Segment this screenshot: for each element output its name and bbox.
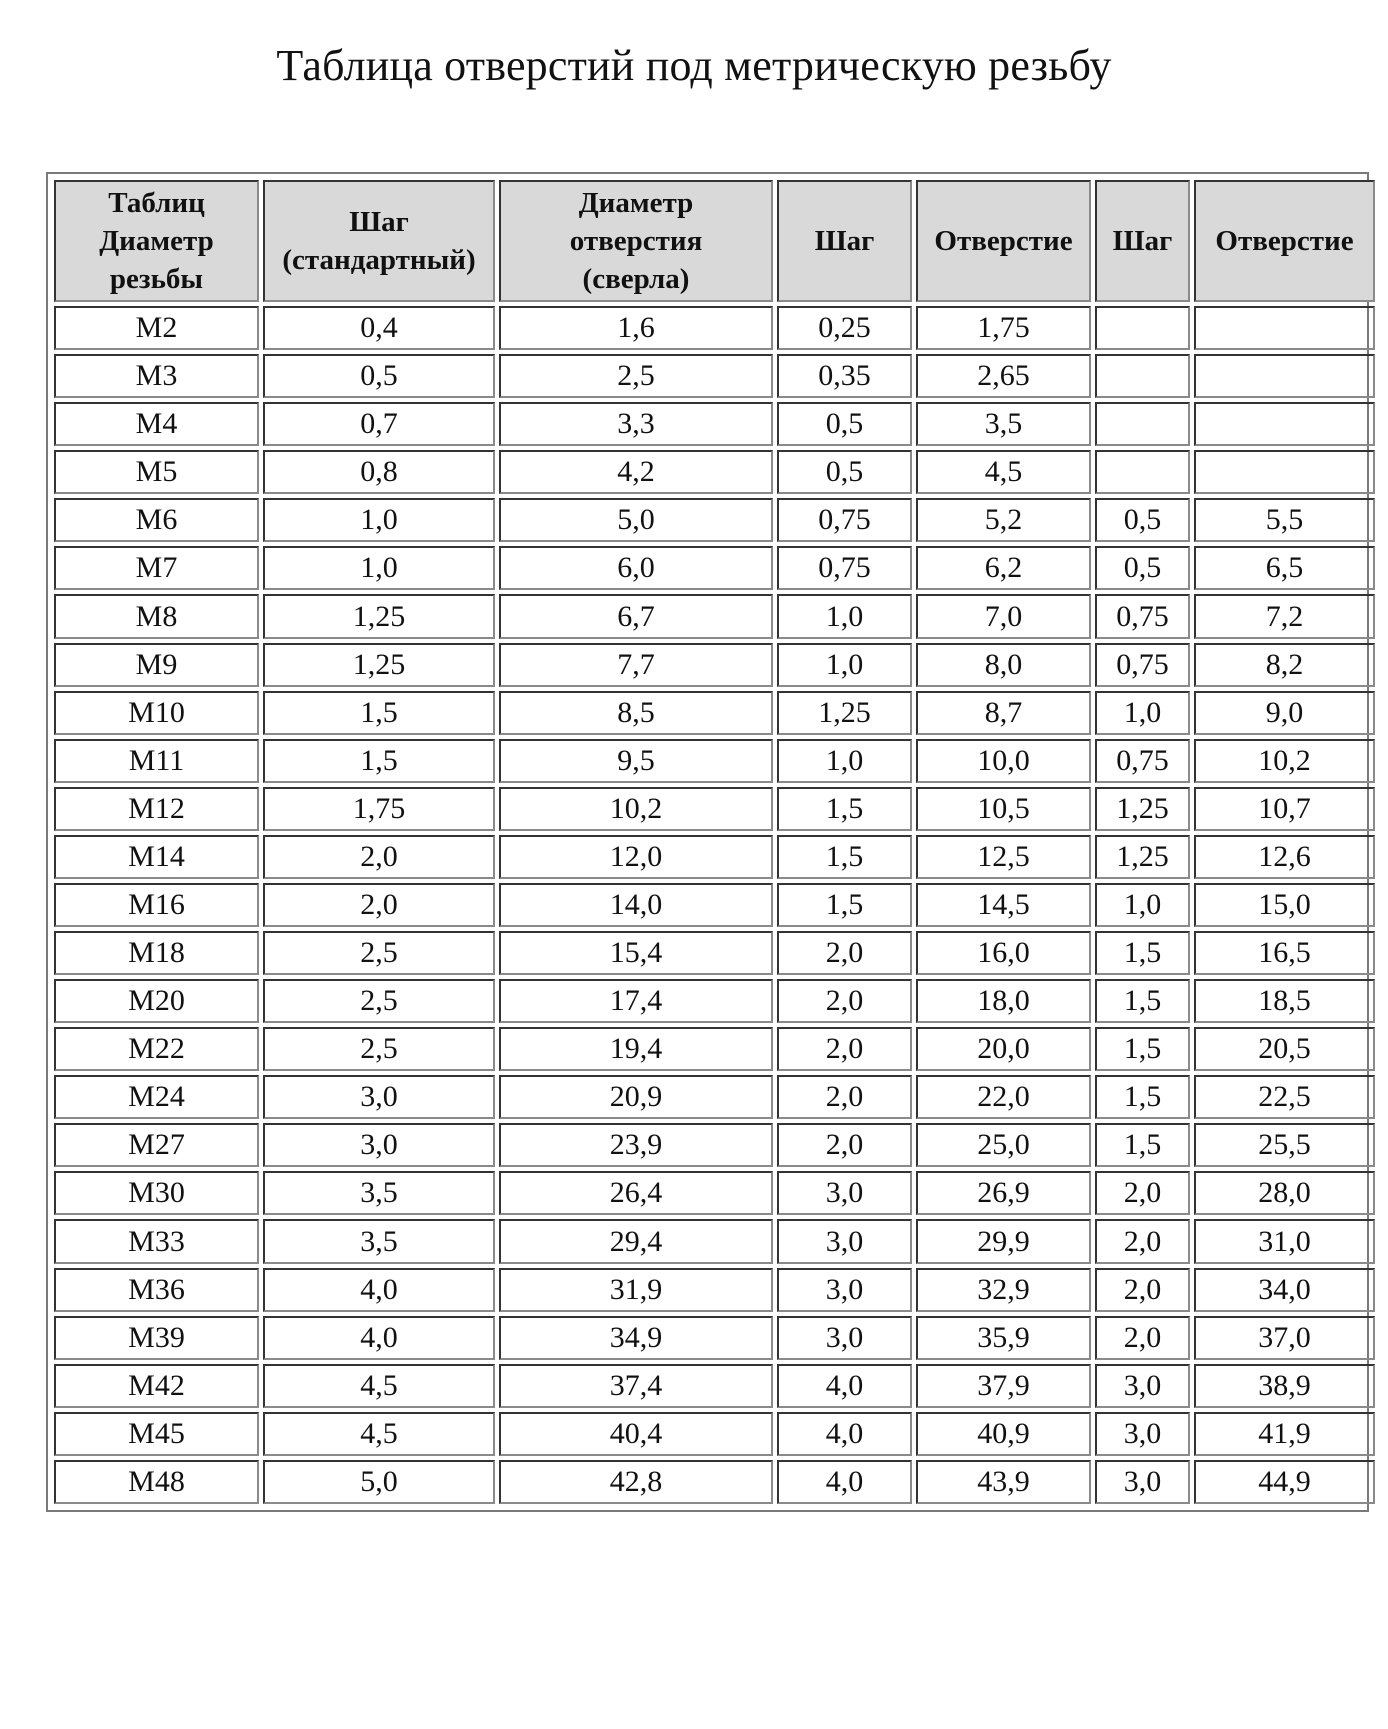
header-line: Отверстие (934, 225, 1073, 257)
cell-fine-pitch-2: 1,5 (1095, 979, 1190, 1023)
cell-drill-diameter: 31,9 (499, 1268, 773, 1312)
cell-drill-diameter: 9,5 (499, 739, 773, 783)
cell-fine-hole-1: 26,9 (916, 1171, 1091, 1215)
cell-standard-pitch: 2,0 (263, 835, 495, 879)
cell-fine-hole-1: 1,75 (916, 306, 1091, 350)
table-row (54, 1027, 1375, 1071)
cell-standard-pitch: 2,5 (263, 931, 495, 975)
cell-standard-pitch: 0,7 (263, 402, 495, 446)
header-line: Диаметр (99, 225, 214, 257)
cell-fine-hole-2: 44,9 (1194, 1460, 1375, 1504)
cell-fine-pitch-1: 2,0 (777, 1027, 912, 1071)
cell-drill-diameter: 29,4 (499, 1219, 773, 1263)
cell-thread-size: М4 (54, 402, 259, 446)
cell-drill-diameter: 7,7 (499, 643, 773, 687)
cell-fine-hole-1: 12,5 (916, 835, 1091, 879)
table-row (54, 979, 1375, 1023)
cell-fine-pitch-1: 3,0 (777, 1316, 912, 1360)
cell-fine-hole-1: 35,9 (916, 1316, 1091, 1360)
cell-fine-pitch-1: 1,25 (777, 691, 912, 735)
cell-standard-pitch: 4,0 (263, 1268, 495, 1312)
cell-drill-diameter: 4,2 (499, 450, 773, 494)
cell-thread-size: М33 (54, 1219, 259, 1263)
table-row (54, 739, 1375, 783)
cell-standard-pitch: 1,0 (263, 546, 495, 590)
cell-standard-pitch: 3,0 (263, 1075, 495, 1119)
cell-fine-hole-2: 10,7 (1194, 787, 1375, 831)
cell-fine-hole-1: 8,0 (916, 643, 1091, 687)
cell-thread-size: М8 (54, 594, 259, 638)
table-row (54, 1316, 1375, 1360)
cell-standard-pitch: 3,5 (263, 1171, 495, 1215)
cell-fine-pitch-1: 0,75 (777, 498, 912, 542)
cell-fine-pitch-1: 1,0 (777, 643, 912, 687)
header-fine-hole-1 (916, 180, 1091, 302)
cell-thread-size: М39 (54, 1316, 259, 1360)
table-row (54, 1075, 1375, 1119)
thread-hole-table-frame (46, 172, 1369, 1512)
cell-fine-pitch-1: 2,0 (777, 931, 912, 975)
cell-drill-diameter: 12,0 (499, 835, 773, 879)
cell-drill-diameter: 2,5 (499, 354, 773, 398)
cell-standard-pitch: 3,5 (263, 1219, 495, 1263)
cell-fine-pitch-2: 1,0 (1095, 883, 1190, 927)
cell-fine-pitch-1: 0,5 (777, 402, 912, 446)
table-body (54, 306, 1375, 1504)
cell-fine-hole-1: 18,0 (916, 979, 1091, 1023)
cell-drill-diameter: 6,0 (499, 546, 773, 590)
cell-standard-pitch: 1,5 (263, 739, 495, 783)
table-row (54, 1219, 1375, 1263)
header-fine-pitch-2 (1095, 180, 1190, 302)
cell-fine-hole-1: 25,0 (916, 1123, 1091, 1167)
cell-drill-diameter: 10,2 (499, 787, 773, 831)
cell-fine-pitch-2: 2,0 (1095, 1219, 1190, 1263)
cell-fine-pitch-1: 2,0 (777, 979, 912, 1023)
header-line: резьбы (109, 263, 204, 295)
header-drill-diameter (499, 180, 773, 302)
header-line: Отверстие (1215, 225, 1354, 257)
cell-fine-pitch-2: 1,25 (1095, 787, 1190, 831)
cell-fine-hole-1: 8,7 (916, 691, 1091, 735)
cell-standard-pitch: 2,5 (263, 1027, 495, 1071)
table-row (54, 931, 1375, 975)
cell-fine-hole-1: 20,0 (916, 1027, 1091, 1071)
cell-fine-hole-1: 14,5 (916, 883, 1091, 927)
cell-standard-pitch: 1,25 (263, 643, 495, 687)
cell-fine-pitch-2: 1,25 (1095, 835, 1190, 879)
cell-drill-diameter: 19,4 (499, 1027, 773, 1071)
cell-fine-pitch-2: 2,0 (1095, 1171, 1190, 1215)
cell-fine-hole-2: 15,0 (1194, 883, 1375, 927)
table-row (54, 354, 1375, 398)
table-row (54, 1364, 1375, 1408)
cell-fine-hole-1: 7,0 (916, 594, 1091, 638)
cell-thread-size: М6 (54, 498, 259, 542)
cell-standard-pitch: 0,4 (263, 306, 495, 350)
cell-thread-size: М22 (54, 1027, 259, 1071)
cell-fine-hole-2: 10,2 (1194, 739, 1375, 783)
cell-fine-pitch-2: 0,75 (1095, 643, 1190, 687)
cell-drill-diameter: 3,3 (499, 402, 773, 446)
cell-fine-hole-2 (1194, 354, 1375, 398)
table-row (54, 498, 1375, 542)
cell-drill-diameter: 20,9 (499, 1075, 773, 1119)
cell-fine-pitch-2: 1,5 (1095, 931, 1190, 975)
cell-fine-hole-2 (1194, 306, 1375, 350)
cell-fine-hole-1: 29,9 (916, 1219, 1091, 1263)
cell-drill-diameter: 5,0 (499, 498, 773, 542)
cell-fine-hole-2: 5,5 (1194, 498, 1375, 542)
cell-fine-hole-2: 38,9 (1194, 1364, 1375, 1408)
cell-fine-hole-2: 22,5 (1194, 1075, 1375, 1119)
table-row (54, 1412, 1375, 1456)
cell-thread-size: М45 (54, 1412, 259, 1456)
cell-fine-pitch-1: 1,5 (777, 835, 912, 879)
cell-fine-pitch-1: 3,0 (777, 1268, 912, 1312)
cell-fine-pitch-1: 1,0 (777, 739, 912, 783)
header-line: Таблиц (108, 187, 205, 219)
cell-fine-hole-2 (1194, 402, 1375, 446)
cell-thread-size: М9 (54, 643, 259, 687)
cell-fine-hole-2: 25,5 (1194, 1123, 1375, 1167)
cell-standard-pitch: 5,0 (263, 1460, 495, 1504)
cell-fine-hole-1: 37,9 (916, 1364, 1091, 1408)
cell-fine-hole-2: 6,5 (1194, 546, 1375, 590)
cell-fine-pitch-1: 3,0 (777, 1171, 912, 1215)
cell-fine-hole-2: 34,0 (1194, 1268, 1375, 1312)
cell-thread-size: М48 (54, 1460, 259, 1504)
table-row (54, 787, 1375, 831)
cell-fine-pitch-2: 0,75 (1095, 739, 1190, 783)
cell-thread-size: М7 (54, 546, 259, 590)
table-row (54, 594, 1375, 638)
cell-drill-diameter: 40,4 (499, 1412, 773, 1456)
cell-thread-size: М5 (54, 450, 259, 494)
cell-fine-hole-2: 41,9 (1194, 1412, 1375, 1456)
cell-fine-hole-1: 16,0 (916, 931, 1091, 975)
header-line: Шаг (349, 206, 409, 238)
header-fine-hole-2 (1194, 180, 1375, 302)
cell-drill-diameter: 42,8 (499, 1460, 773, 1504)
cell-fine-pitch-2: 3,0 (1095, 1364, 1190, 1408)
cell-fine-hole-1: 2,65 (916, 354, 1091, 398)
cell-thread-size: М42 (54, 1364, 259, 1408)
cell-thread-size: М18 (54, 931, 259, 975)
table-row (54, 1268, 1375, 1312)
cell-thread-size: М2 (54, 306, 259, 350)
cell-thread-size: М14 (54, 835, 259, 879)
cell-drill-diameter: 15,4 (499, 931, 773, 975)
cell-fine-hole-1: 3,5 (916, 402, 1091, 446)
header-thread-diameter (54, 180, 259, 302)
header-line: (стандартный) (282, 244, 476, 276)
cell-thread-size: М3 (54, 354, 259, 398)
header-standard-pitch (263, 180, 495, 302)
cell-fine-pitch-1: 2,0 (777, 1075, 912, 1119)
cell-standard-pitch: 4,5 (263, 1412, 495, 1456)
cell-fine-pitch-2: 0,5 (1095, 498, 1190, 542)
cell-standard-pitch: 1,75 (263, 787, 495, 831)
table-row (54, 1171, 1375, 1215)
cell-fine-hole-1: 4,5 (916, 450, 1091, 494)
cell-fine-hole-1: 5,2 (916, 498, 1091, 542)
table-row (54, 691, 1375, 735)
cell-fine-pitch-2: 3,0 (1095, 1460, 1190, 1504)
cell-fine-pitch-1: 1,5 (777, 883, 912, 927)
cell-standard-pitch: 3,0 (263, 1123, 495, 1167)
cell-drill-diameter: 1,6 (499, 306, 773, 350)
thread-hole-table (50, 176, 1379, 1508)
cell-fine-pitch-2: 0,75 (1095, 594, 1190, 638)
cell-drill-diameter: 23,9 (499, 1123, 773, 1167)
cell-thread-size: М11 (54, 739, 259, 783)
header-fine-pitch-1 (777, 180, 912, 302)
cell-standard-pitch: 2,0 (263, 883, 495, 927)
cell-fine-hole-2: 12,6 (1194, 835, 1375, 879)
cell-fine-pitch-2: 2,0 (1095, 1316, 1190, 1360)
header-line: отверстия (569, 225, 703, 257)
cell-fine-pitch-2: 1,5 (1095, 1027, 1190, 1071)
table-row (54, 450, 1375, 494)
cell-standard-pitch: 1,25 (263, 594, 495, 638)
cell-fine-pitch-2: 1,5 (1095, 1123, 1190, 1167)
cell-fine-pitch-1: 0,5 (777, 450, 912, 494)
cell-fine-hole-2 (1194, 450, 1375, 494)
cell-standard-pitch: 0,8 (263, 450, 495, 494)
cell-fine-pitch-1: 4,0 (777, 1412, 912, 1456)
cell-standard-pitch: 1,0 (263, 498, 495, 542)
cell-standard-pitch: 0,5 (263, 354, 495, 398)
cell-fine-hole-2: 31,0 (1194, 1219, 1375, 1263)
cell-fine-pitch-1: 0,35 (777, 354, 912, 398)
cell-thread-size: М24 (54, 1075, 259, 1119)
cell-fine-hole-1: 43,9 (916, 1460, 1091, 1504)
header-line: Шаг (814, 225, 875, 257)
cell-drill-diameter: 37,4 (499, 1364, 773, 1408)
header-line: (сверла) (582, 263, 690, 295)
cell-fine-hole-2: 7,2 (1194, 594, 1375, 638)
cell-fine-pitch-2: 3,0 (1095, 1412, 1190, 1456)
table-row (54, 883, 1375, 927)
cell-fine-pitch-1: 0,75 (777, 546, 912, 590)
cell-fine-hole-2: 37,0 (1194, 1316, 1375, 1360)
header-line: Диаметр (578, 187, 694, 219)
cell-fine-pitch-2: 0,5 (1095, 546, 1190, 590)
table-row (54, 643, 1375, 687)
cell-fine-hole-2: 28,0 (1194, 1171, 1375, 1215)
cell-fine-hole-2: 9,0 (1194, 691, 1375, 735)
cell-fine-pitch-2 (1095, 354, 1190, 398)
cell-fine-pitch-1: 4,0 (777, 1460, 912, 1504)
cell-thread-size: М27 (54, 1123, 259, 1167)
page-title: Таблица отверстий под метрическую резьбу (276, 41, 1112, 90)
cell-fine-hole-1: 10,5 (916, 787, 1091, 831)
cell-thread-size: М10 (54, 691, 259, 735)
header-line: Шаг (1112, 225, 1173, 257)
cell-fine-hole-1: 32,9 (916, 1268, 1091, 1312)
header-row (54, 180, 1375, 302)
cell-fine-pitch-1: 1,0 (777, 594, 912, 638)
cell-standard-pitch: 4,0 (263, 1316, 495, 1360)
cell-fine-hole-2: 8,2 (1194, 643, 1375, 687)
cell-thread-size: М36 (54, 1268, 259, 1312)
cell-fine-pitch-2 (1095, 306, 1190, 350)
cell-thread-size: М12 (54, 787, 259, 831)
cell-drill-diameter: 26,4 (499, 1171, 773, 1215)
cell-fine-pitch-2 (1095, 402, 1190, 446)
table-row (54, 402, 1375, 446)
cell-fine-hole-1: 40,9 (916, 1412, 1091, 1456)
cell-fine-pitch-1: 3,0 (777, 1219, 912, 1263)
cell-drill-diameter: 8,5 (499, 691, 773, 735)
cell-fine-hole-2: 18,5 (1194, 979, 1375, 1023)
cell-standard-pitch: 4,5 (263, 1364, 495, 1408)
cell-fine-pitch-1: 4,0 (777, 1364, 912, 1408)
table-row (54, 835, 1375, 879)
cell-fine-hole-2: 16,5 (1194, 931, 1375, 975)
table-row (54, 1460, 1375, 1504)
cell-fine-hole-2: 20,5 (1194, 1027, 1375, 1071)
cell-fine-pitch-1: 1,5 (777, 787, 912, 831)
cell-fine-pitch-2: 2,0 (1095, 1268, 1190, 1312)
cell-fine-pitch-1: 2,0 (777, 1123, 912, 1167)
cell-standard-pitch: 2,5 (263, 979, 495, 1023)
cell-thread-size: М30 (54, 1171, 259, 1215)
cell-thread-size: М16 (54, 883, 259, 927)
cell-fine-pitch-2 (1095, 450, 1190, 494)
cell-fine-hole-1: 10,0 (916, 739, 1091, 783)
cell-drill-diameter: 34,9 (499, 1316, 773, 1360)
table-row (54, 1123, 1375, 1167)
cell-fine-pitch-2: 1,0 (1095, 691, 1190, 735)
table-row (54, 546, 1375, 590)
cell-fine-hole-1: 6,2 (916, 546, 1091, 590)
cell-fine-pitch-1: 0,25 (777, 306, 912, 350)
cell-fine-pitch-2: 1,5 (1095, 1075, 1190, 1119)
cell-drill-diameter: 17,4 (499, 979, 773, 1023)
cell-drill-diameter: 14,0 (499, 883, 773, 927)
cell-fine-hole-1: 22,0 (916, 1075, 1091, 1119)
table-row (54, 306, 1375, 350)
cell-drill-diameter: 6,7 (499, 594, 773, 638)
cell-thread-size: М20 (54, 979, 259, 1023)
cell-standard-pitch: 1,5 (263, 691, 495, 735)
